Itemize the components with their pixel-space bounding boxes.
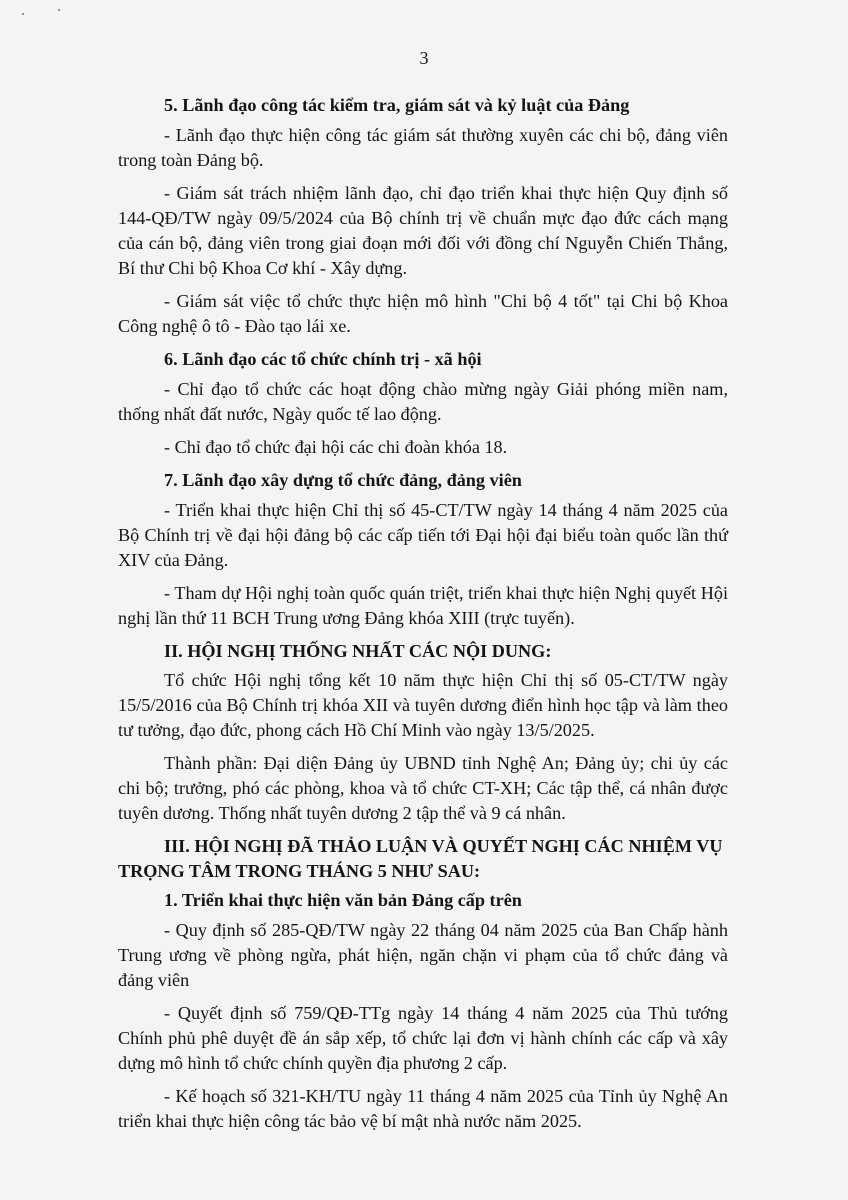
section-7-heading: 7. Lãnh đạo xây dựng tổ chức đảng, đảng viên — [164, 470, 522, 490]
section-7-paragraph-2: - Tham dự Hội nghị toàn quốc quán triệt, triển khai thực hiện Nghị quyết Hội nghị lần thứ 11 BCH Trung ương Đảng khóa XIII (trực tuyến). — [118, 583, 728, 628]
section-6-paragraph-2: - Chỉ đạo tổ chức đại hội các chi đoàn khóa 18. — [164, 437, 508, 457]
section-5-paragraph-3: - Giám sát việc tổ chức thực hiện mô hình "Chi bộ 4 tốt" tại Chi bộ Khoa Công nghệ ô tô - Đào tạo lái xe. — [118, 291, 728, 336]
section-III-paragraph-3: - Kế hoạch số 321-KH/TU ngày 11 tháng 4 năm 2025 của Tỉnh ủy Nghệ An triển khai thực hiện công tác bảo vệ bí mật nhà nước năm 2025. — [118, 1086, 728, 1131]
section-5-paragraph-2: - Giám sát trách nhiệm lãnh đạo, chỉ đạo triển khai thực hiện Quy định số 144-QĐ/TW ngày 09/5/2024 của Bộ chính trị về chuẩn mực đạo đức cách mạng của cán bộ, đảng viên trong giai đoạn mới đối với đồng chí Nguyễn Chiến Thắng, Bí thư Chi bộ Khoa Cơ khí - Xây dựng. — [118, 183, 728, 278]
scan-speck — [58, 9, 60, 11]
section-6-paragraph-1: - Chỉ đạo tổ chức các hoạt động chào mừng ngày Giải phóng miền nam, thống nhất đất nước, Ngày quốc tế lao động. — [118, 379, 728, 424]
section-5-paragraph-1: - Lãnh đạo thực hiện công tác giám sát thường xuyên các chi bộ, đảng viên trong toàn Đảng bộ. — [118, 125, 728, 170]
page-number: 3 — [419, 48, 429, 68]
scan-speck — [22, 13, 24, 15]
section-II-heading: II. HỘI NGHỊ THỐNG NHẤT CÁC NỘI DUNG: — [164, 641, 552, 661]
section-III-paragraph-1: - Quy định số 285-QĐ/TW ngày 22 tháng 04 năm 2025 của Ban Chấp hành Trung ương về phòng ngừa, phát hiện, ngăn chặn vi phạm của tổ chức đảng và đảng viên — [118, 920, 728, 990]
section-II-paragraph-2: Thành phần: Đại diện Đảng ủy UBND tỉnh Nghệ An; Đảng ủy; chi ủy các chi bộ; trưởng, phó các phòng, khoa và tổ chức CT-XH; Các tập thể, cá nhân được tuyên dương. Thống nhất tuyên dương 2 tập thể và 9 cá nhân. — [118, 753, 728, 823]
section-5-heading: 5. Lãnh đạo công tác kiểm tra, giám sát và kỷ luật của Đảng — [164, 95, 630, 115]
section-6-heading: 6. Lãnh đạo các tổ chức chính trị - xã hội — [164, 349, 482, 369]
section-III-paragraph-2: - Quyết định số 759/QĐ-TTg ngày 14 tháng 4 năm 2025 của Thủ tướng Chính phủ phê duyệt đề án sắp xếp, tổ chức lại đơn vị hành chính các cấp và xây dựng mô hình tổ chức chính quyền địa phương 2 cấp. — [118, 1003, 728, 1073]
section-II-paragraph-1: Tổ chức Hội nghị tổng kết 10 năm thực hiện Chỉ thị số 05-CT/TW ngày 15/5/2016 của Bộ Chính trị khóa XII và tuyên dương điển hình học tập và làm theo tư tưởng, đạo đức, phong cách Hồ Chí Minh vào ngày 13/5/2025. — [118, 670, 728, 740]
section-III-subheading-1: 1. Triển khai thực hiện văn bản Đảng cấp trên — [164, 890, 522, 910]
document-body — [118, 93, 728, 1142]
section-III-heading: III. HỘI NGHỊ ĐÃ THẢO LUẬN VÀ QUYẾT NGHỊ CÁC NHIỆM VỤ TRỌNG TÂM TRONG THÁNG 5 NHƯ SAU: — [118, 836, 723, 881]
section-7-paragraph-1: - Triển khai thực hiện Chỉ thị số 45-CT/TW ngày 14 tháng 4 năm 2025 của Bộ Chính trị về đại hội đảng bộ các cấp tiến tới Đại hội đại biểu toàn quốc lần thứ XIV của Đảng. — [118, 500, 728, 570]
